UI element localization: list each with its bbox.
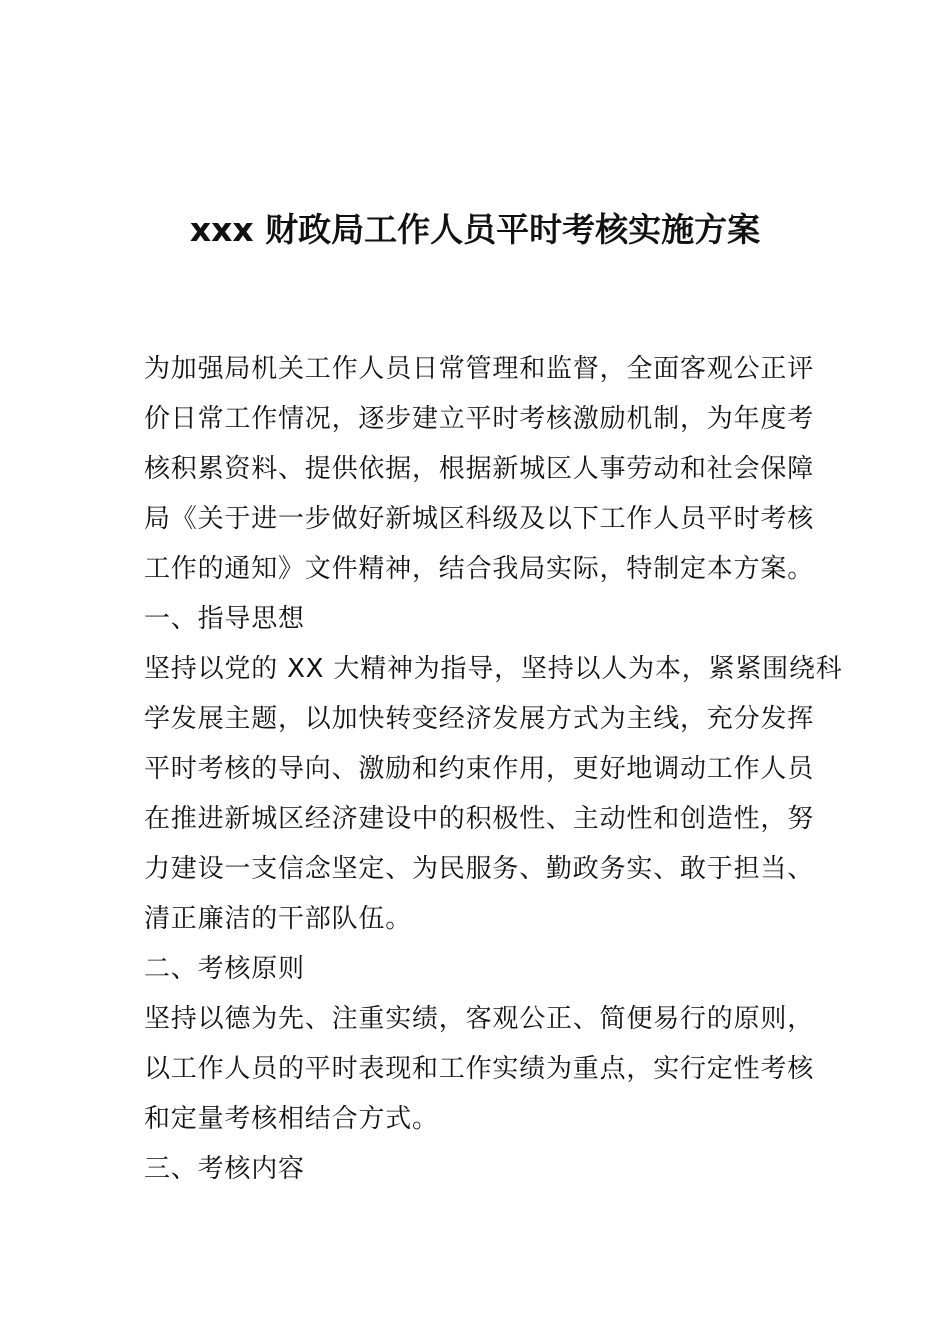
section2-line: 和定量考核相结合方式。 [144,1104,439,1134]
document-title: xxx 财政局工作人员平时考核实施方案 [189,210,761,249]
section1-line: 在推进新城区经济建设中的积极性、主动性和创造性，努 [144,804,815,834]
section1-line: 平时考核的导向、激励和约束作用，更好地调动工作人员 [144,754,815,784]
section1-line: 清正廉洁的干部队伍。 [144,904,413,934]
intro-line: 局《关于进一步做好新城区科级及以下工作人员平时考核 [144,504,815,534]
section2-line: 以工作人员的平时表现和工作实绩为重点，实行定性考核 [144,1054,815,1084]
section2-paragraph [144,994,814,1144]
section-heading-assessment-principles: 二、考核原则 [144,954,305,984]
intro-line: 核积累资料、提供依据，根据新城区人事劳动和社会保障 [144,454,815,484]
section1-line: 力建设一支信念坚定、为民服务、勤政务实、敢于担当、 [144,854,815,884]
intro-paragraph [144,344,814,594]
section-heading-assessment-content: 三、考核内容 [144,1154,305,1184]
section1-line: 学发展主题，以加快转变经济发展方式为主线，充分发挥 [144,704,815,734]
section1-paragraph [144,644,843,944]
intro-line: 价日常工作情况，逐步建立平时考核激励机制，为年度考 [144,404,815,434]
intro-line: 为加强局机关工作人员日常管理和监督，全面客观公正评 [144,354,815,384]
section1-line: 坚持以党的 XX 大精神为指导，坚持以人为本，紧紧围绕科 [144,654,843,684]
section2-line: 坚持以德为先、注重实绩，客观公正、简便易行的原则， [144,1004,815,1034]
document-body [144,344,843,1194]
section-heading-guiding-ideology: 一、指导思想 [144,604,305,634]
intro-line: 工作的通知》文件精神，结合我局实际，特制定本方案。 [144,554,815,584]
